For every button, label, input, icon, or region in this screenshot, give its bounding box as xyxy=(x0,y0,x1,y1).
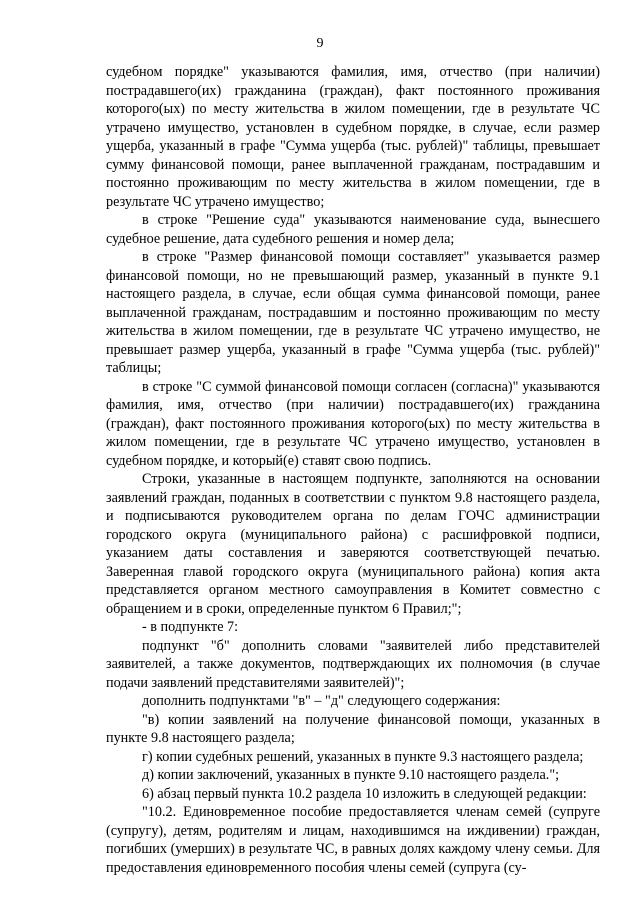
document-body xyxy=(106,63,600,877)
paragraph-13: "10.2. Единовременное пособие предоставляется членам семей (супруге (супругу), детям, родителям и лицам, находившимся на иждивении) граждан, погибших (умерших) в результате ЧС, в равных долях каждому члену семьи. Для предоставления единовременного пособия члены семей (супруга (су- xyxy=(106,804,600,876)
paragraph-4: в строке "С суммой финансовой помощи согласен (согласна)" указываются фамилия, имя, отчество (при наличии) пострадавшего(их) гражданина (граждан), факт постоянного проживания которого(ых) по месту жительства в жилом помещении, где в результате ЧС утрачено имущество, установлен в судебном порядке, и который(е) ставят свою подпись. xyxy=(106,378,600,469)
paragraph-8: дополнить подпунктами "в" – "д" следующего содержания: xyxy=(142,693,501,709)
paragraph-10: г) копии судебных решений, указанных в пункте 9.3 настоящего раздела; xyxy=(142,748,584,765)
paragraph-1: судебном порядке" указываются фамилия, имя, отчество (при наличии) пострадавшего(их) гражданина (граждан), факт постоянного проживания которого(ых) по месту жительства в жилом помещении, где в результате ЧС утрачено имущество, установлен в судебном порядке, в случае, если размер ущерба, указанный в графе "Сумма ущерба (тыс. рублей)" таблицы, превышает сумму финансовой помощи, ранее выплаченной гражданам, пострадавшим и постоянно проживающим по месту жительства в жилом помещении, где в результате ЧС утрачено имущество; xyxy=(106,64,600,210)
page-number: 9 xyxy=(316,36,324,51)
paragraph-5: Строки, указанные в настоящем подпункте, заполняются на основании заявлений граждан, поданных в соответствии с пунктом 9.8 настоящего раздела, и подписываются руководителем органа по делам ГОЧС администрации городского округа (муниципального района) с расшифровкой подписи, указанием даты составления и заверяются соответствующей печатью. Заверенная главой городского округа (муниципального района) копия акта представляется органом местного самоуправления в Комитет совместно с обращением и в сроки, определенные пунктом 6 Правил;"; xyxy=(106,471,600,617)
paragraph-7: подпункт "б" дополнить словами "заявителей либо представителей заявителей, а также документов, подтверждающих их полномочия (в случае подачи заявлений представителями заявителей)"; xyxy=(106,637,600,691)
paragraph-6: - в подпункте 7: xyxy=(142,619,239,635)
paragraph-2: в строке "Решение суда" указываются наименование суда, вынесшего судебное решение, дата судебного решения и номер дела; xyxy=(106,212,600,247)
paragraph-11: д) копии заключений, указанных в пункте 9.10 настоящего раздела."; xyxy=(142,767,560,783)
paragraph-9: "в) копии заявлений на получение финансовой помощи, указанных в пункте 9.8 настоящего раздела; xyxy=(106,711,600,746)
paragraph-3: в строке "Размер финансовой помощи составляет" указывается размер финансовой помощи, но не превышающий размер, указанный в пункте 9.1 настоящего раздела, в случае, если общая сумма финансовой помощи, ранее выплаченной гражданам, пострадавшим и постоянно проживающим по месту жительства в жилом помещении, где в результате ЧС утрачено имущество, не превышает размер ущерба, указанный в графе "Сумма ущерба (тыс. рублей)" таблицы; xyxy=(106,249,600,376)
paragraph-12: 6) абзац первый пункта 10.2 раздела 10 изложить в следующей редакции: xyxy=(142,785,587,802)
